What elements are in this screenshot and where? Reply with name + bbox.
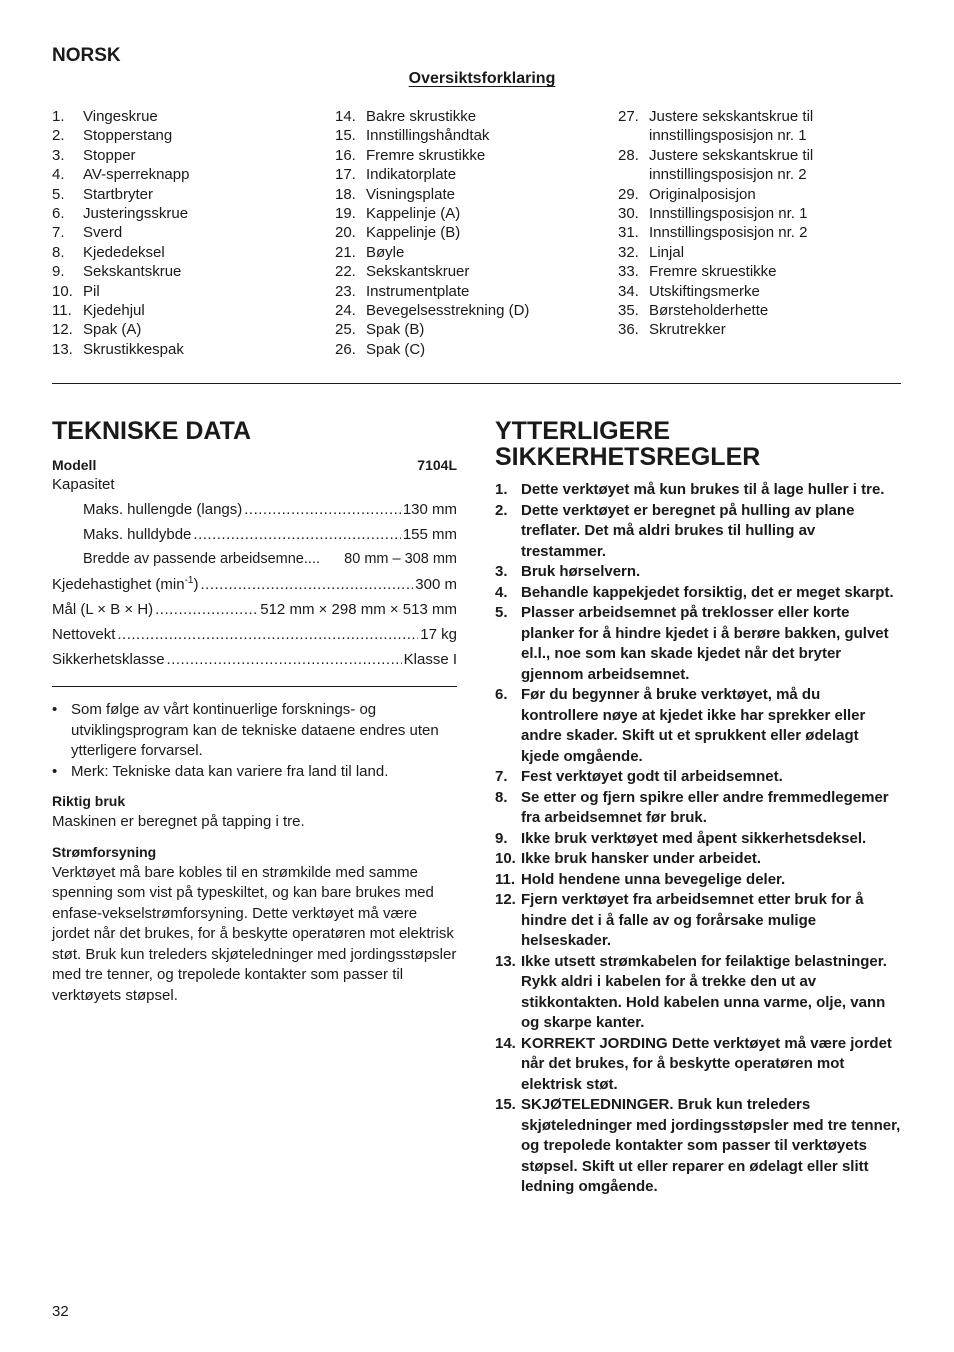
item-text: Stopper xyxy=(83,146,136,164)
item-text: AV-sperreknapp xyxy=(83,166,190,184)
spec-label: Maks. hulldybde xyxy=(83,526,192,543)
item-number: 3. xyxy=(495,563,508,580)
item-number: 11. xyxy=(495,870,516,888)
safety-item xyxy=(495,562,901,583)
legend-item xyxy=(618,223,903,242)
item-text: Fest verktøyet godt til arbeidsemnet. xyxy=(521,768,783,785)
item-text: Ikke bruk hansker under arbeidet. xyxy=(521,850,762,867)
item-text: Justere sekskantskrue til innstillingsposisjon nr. 2 xyxy=(649,146,814,184)
item-text: Bruk hørselvern. xyxy=(521,563,641,580)
item-number: 7. xyxy=(495,768,508,785)
spec-row xyxy=(52,497,457,522)
model-row xyxy=(52,455,457,475)
proper-use-heading: Riktig bruk xyxy=(52,793,126,809)
item-text: Kappelinje (B) xyxy=(366,224,461,242)
legend-item xyxy=(52,146,322,165)
safety-item xyxy=(495,952,901,1034)
legend-item xyxy=(52,107,322,126)
item-text: Ikke bruk verktøyet med åpent sikkerhetsdeksel. xyxy=(521,829,867,847)
dot-leader xyxy=(155,597,258,622)
legend-item xyxy=(335,126,605,145)
page-number: 32 xyxy=(52,1303,69,1320)
dot-leader xyxy=(117,622,418,647)
item-text: Ikke utsett strømkabelen for feilaktige belastninger. Rykk aldri i kabelen for å trekke den ut av stikkontakten. Hold kabelen unna varme, olje, vann og skarpe kanter. xyxy=(521,952,887,1031)
item-number: 10. xyxy=(495,850,516,867)
dot-leader xyxy=(200,572,413,597)
spec-label: Mål (L × B × H) xyxy=(52,601,154,618)
dot-leader xyxy=(193,522,400,547)
spec-row xyxy=(52,522,457,547)
section-language: NORSK xyxy=(52,45,121,66)
safety-item xyxy=(495,1095,901,1198)
legend-item xyxy=(335,165,605,184)
item-text: Børsteholderhette xyxy=(649,302,769,320)
item-number: 9. xyxy=(495,829,508,847)
item-number: 27. xyxy=(618,108,639,125)
legend-item xyxy=(618,146,903,185)
item-text: Kjededeksel xyxy=(83,243,165,261)
item-text: Fjern verktøyet fra arbeidsemnet etter bruk for å hindre det i å falle av og forårsake mulige helseskader. xyxy=(521,891,864,949)
spec-label xyxy=(52,572,198,597)
item-number: 2. xyxy=(52,127,65,145)
spec-label: Nettovekt xyxy=(52,626,116,643)
item-text: SKJØTELEDNINGER. Bruk kun treleders skjøteledninger med jordingsstøpsler med tre tenner, og trepolede kontakter som passer til verktøyets støpsel. Skift ut eller reparer en ødelagt eller slitt ledning omgående. xyxy=(521,1096,901,1195)
legend-item xyxy=(52,340,322,359)
item-text: Behandle kappekjedet forsiktig, det er meget skarpt. xyxy=(521,583,894,601)
item-number: 26. xyxy=(335,340,356,358)
item-text: Dette verktøyet er beregnet på hulling av plane treflater. Det må aldri brukes til hulling av trestammer. xyxy=(521,501,855,560)
safety-item xyxy=(495,685,901,767)
item-number: 19. xyxy=(335,205,356,223)
spec-value: 155 mm xyxy=(402,526,457,543)
item-number: 8. xyxy=(495,788,508,806)
safety-item xyxy=(495,849,901,870)
item-number: 16. xyxy=(335,146,356,164)
item-number: 9. xyxy=(52,263,65,281)
item-text: Innstillingshåndtak xyxy=(366,127,490,145)
legend-item xyxy=(52,320,322,339)
item-number: 23. xyxy=(335,282,356,300)
legend-item xyxy=(52,223,322,242)
body-text xyxy=(52,791,457,1006)
item-number: 15. xyxy=(495,1096,516,1113)
item-text: Instrumentplate xyxy=(366,282,470,300)
spec-row-speed xyxy=(52,572,457,597)
item-number: 12. xyxy=(52,321,73,339)
proper-use-text: Maskinen er beregnet på tapping i tre. xyxy=(52,812,305,830)
item-number: 34. xyxy=(618,282,639,300)
safety-item xyxy=(495,1034,901,1096)
item-text: Justere sekskantskrue til innstillingsposisjon nr. 1 xyxy=(649,108,814,145)
item-text: Hold hendene unna bevegelige deler. xyxy=(521,870,786,888)
note-text: Merk: Tekniske data kan variere fra land til land. xyxy=(71,762,389,780)
item-number: 33. xyxy=(618,263,639,281)
item-text: Vingeskrue xyxy=(83,108,158,125)
spec-row xyxy=(52,622,457,647)
note-item xyxy=(52,700,457,762)
model-value: 7104L xyxy=(417,457,457,473)
item-number: 14. xyxy=(495,1034,516,1052)
notes-list xyxy=(52,700,457,782)
item-number: 12. xyxy=(495,891,516,908)
item-text: Indikatorplate xyxy=(366,166,457,184)
item-number: 15. xyxy=(335,127,356,145)
legend-item xyxy=(335,107,605,126)
capacity-label: Kapasitet xyxy=(52,476,115,493)
item-number: 4. xyxy=(52,166,65,184)
item-number: 25. xyxy=(335,321,356,339)
item-text: Originalposisjon xyxy=(649,185,756,203)
legend-column-1 xyxy=(52,107,322,359)
safety-item xyxy=(495,890,901,952)
item-number: 20. xyxy=(335,224,356,242)
item-number: 5. xyxy=(495,604,508,621)
legend-item xyxy=(618,107,903,146)
legend-title: Oversiktsforklaring xyxy=(408,70,556,87)
item-text: Utskiftingsmerke xyxy=(649,282,760,300)
spec-row xyxy=(52,547,457,572)
item-number: 5. xyxy=(52,185,65,203)
safety-item xyxy=(495,501,901,563)
item-text: Bevegelsesstrekning (D) xyxy=(366,302,530,320)
legend-item xyxy=(335,262,605,281)
item-number: 11. xyxy=(52,302,72,320)
item-number: 7. xyxy=(52,224,65,242)
item-text: Sekskantskrue xyxy=(83,263,182,281)
bullet: • xyxy=(52,762,58,780)
model-label: Modell xyxy=(52,457,97,473)
item-text: Sverd xyxy=(83,224,123,242)
item-number: 35. xyxy=(618,302,639,320)
legend-column-2 xyxy=(335,107,605,359)
legend-item xyxy=(618,185,903,204)
item-number: 1. xyxy=(495,481,508,498)
dot-leader xyxy=(167,647,402,672)
item-number: 32. xyxy=(618,243,639,261)
item-number: 21. xyxy=(335,243,356,261)
speed-label: Kjedehastighet (min xyxy=(52,576,185,593)
item-number: 17. xyxy=(335,166,356,184)
item-number: 13. xyxy=(52,340,73,358)
legend-item xyxy=(618,301,903,320)
spec-label: Sikkerhetsklasse xyxy=(52,651,165,668)
item-text: Spak (C) xyxy=(366,340,426,358)
legend-item xyxy=(335,282,605,301)
spec-value: 80 mm – 308 mm xyxy=(344,551,457,567)
safety-item xyxy=(495,480,901,501)
spec-row xyxy=(52,647,457,672)
item-text: Pil xyxy=(83,282,100,300)
item-number: 18. xyxy=(335,185,356,203)
speed-label-close: ) xyxy=(193,576,199,593)
divider xyxy=(52,383,901,384)
item-text: Skrutrekker xyxy=(649,321,726,339)
legend-item xyxy=(335,185,605,204)
item-number: 36. xyxy=(618,321,639,339)
divider xyxy=(52,686,457,687)
legend-item xyxy=(335,146,605,165)
item-text: Stopperstang xyxy=(83,127,173,145)
legend-item xyxy=(52,165,322,184)
item-text: Se etter og fjern spikre eller andre fremmedlegemer fra arbeidsemnet før bruk. xyxy=(521,788,889,826)
legend-item xyxy=(618,320,903,339)
item-number: 14. xyxy=(335,108,356,125)
spec-label: Bredde av passende arbeidsemne.... xyxy=(83,551,320,567)
item-number: 29. xyxy=(618,185,639,203)
legend-item xyxy=(52,262,322,281)
capacity-rows xyxy=(52,497,457,572)
item-text: Skrustikkespak xyxy=(83,340,184,358)
legend-item xyxy=(335,301,605,320)
item-number: 28. xyxy=(618,146,639,164)
item-number: 1. xyxy=(52,108,65,125)
item-number: 24. xyxy=(335,302,356,320)
spec-label: Maks. hullengde (langs) xyxy=(83,501,243,518)
item-text: Kappelinje (A) xyxy=(366,205,461,223)
legend-item xyxy=(52,126,322,145)
item-text: Fremre skrustikke xyxy=(366,146,486,164)
legend-item xyxy=(52,301,322,320)
item-text: Bakre skrustikke xyxy=(366,108,477,125)
item-text: Sekskantskruer xyxy=(366,263,470,281)
item-text: Fremre skruestikke xyxy=(649,263,777,281)
item-text: Linjal xyxy=(649,243,685,261)
item-number: 22. xyxy=(335,263,356,281)
item-text: Visningsplate xyxy=(366,185,455,203)
item-text: KORREKT JORDING Dette verktøyet må være jordet når det brukes, for å beskytte operatøren mot elektrisk støt. xyxy=(521,1034,892,1093)
legend-item xyxy=(335,320,605,339)
item-text: Spak (B) xyxy=(366,321,425,339)
spec-value: 17 kg xyxy=(420,626,457,643)
item-text: Innstillingsposisjon nr. 1 xyxy=(649,205,808,223)
safety-list xyxy=(495,480,901,1198)
legend-item xyxy=(52,185,322,204)
item-number: 3. xyxy=(52,146,65,164)
dot-leader xyxy=(244,497,401,522)
spec-row xyxy=(52,597,457,622)
legend-item xyxy=(335,340,605,359)
note-text: Som følge av vårt kontinuerlige forsknings- og utviklingsprogram kan de tekniske dataene endres uten ytterligere forvarsel. xyxy=(71,701,439,759)
item-number: 4. xyxy=(495,583,508,601)
safety-item xyxy=(495,583,901,604)
item-number: 30. xyxy=(618,205,639,223)
item-text: Innstillingsposisjon nr. 2 xyxy=(649,224,808,242)
spec-value: Klasse I xyxy=(403,651,457,668)
item-text: Spak (A) xyxy=(83,321,142,339)
spec-value: 130 mm xyxy=(402,501,457,518)
item-text: Før du begynner å bruke verktøyet, må du kontrollere nøye at kjedet ikke har sprekker eller andre skader. Skift ut et sprukkent eller ødelagt kjede omgående. xyxy=(521,686,866,765)
speed-unit-exponent: -1 xyxy=(184,575,194,586)
legend-item xyxy=(618,282,903,301)
legend-item xyxy=(618,204,903,223)
legend-item xyxy=(335,243,605,262)
safety-item xyxy=(495,603,901,685)
item-number: 10. xyxy=(52,282,73,300)
tech-data-heading: TEKNISKE DATA xyxy=(52,417,252,445)
safety-item xyxy=(495,870,901,891)
item-number: 8. xyxy=(52,243,65,261)
legend-item xyxy=(618,262,903,281)
power-supply-text: Verktøyet må bare kobles til en strømkilde med samme spenning som vist på typeskiltet, og kan bare brukes med enfase-vekselstrømforsyning. Dette verktøyet må være jordet når det brukes, for å beskytte operatøren mot elektrisk støt. Bruk kun treleders skjøteledninger med jordingsstøpsler med tre tenner, og trepolede kontakter som passer til verktøyets støpsel. xyxy=(52,863,457,1004)
item-number: 6. xyxy=(52,205,65,223)
note-item xyxy=(52,762,457,783)
spec-table xyxy=(52,455,457,672)
safety-item xyxy=(495,829,901,850)
legend-item xyxy=(52,204,322,223)
spec-value: 300 m xyxy=(415,576,457,593)
legend-item xyxy=(52,282,322,301)
spec-rows xyxy=(52,597,457,672)
item-text: Kjedehjul xyxy=(83,302,145,320)
safety-item xyxy=(495,767,901,788)
legend-item xyxy=(335,223,605,242)
spec-value: 512 mm × 298 mm × 513 mm xyxy=(260,601,457,618)
item-text: Dette verktøyet må kun brukes til å lage huller i tre. xyxy=(521,481,885,498)
item-number: 13. xyxy=(495,952,516,970)
item-text: Startbryter xyxy=(83,185,154,203)
item-text: Plasser arbeidsemnet på treklosser eller korte planker for å hindre kjedet i å berøre bakken, gulvet el.l., noe som kan skade kjedet når det bryter gjennom arbeidsemnet. xyxy=(521,604,889,683)
item-number: 31. xyxy=(618,224,639,242)
legend-item xyxy=(335,204,605,223)
legend-item xyxy=(618,243,903,262)
power-supply-heading: Strømforsyning xyxy=(52,844,157,860)
legend-item xyxy=(52,243,322,262)
item-text: Bøyle xyxy=(366,243,405,261)
legend-column-3 xyxy=(618,107,903,340)
safety-item xyxy=(495,788,901,829)
bullet: • xyxy=(52,701,58,718)
item-text: Justeringsskrue xyxy=(83,205,189,223)
item-number: 6. xyxy=(495,686,508,703)
item-number: 2. xyxy=(495,501,508,519)
safety-heading: YTTERLIGERE SIKKERHETSREGLER xyxy=(495,417,761,471)
